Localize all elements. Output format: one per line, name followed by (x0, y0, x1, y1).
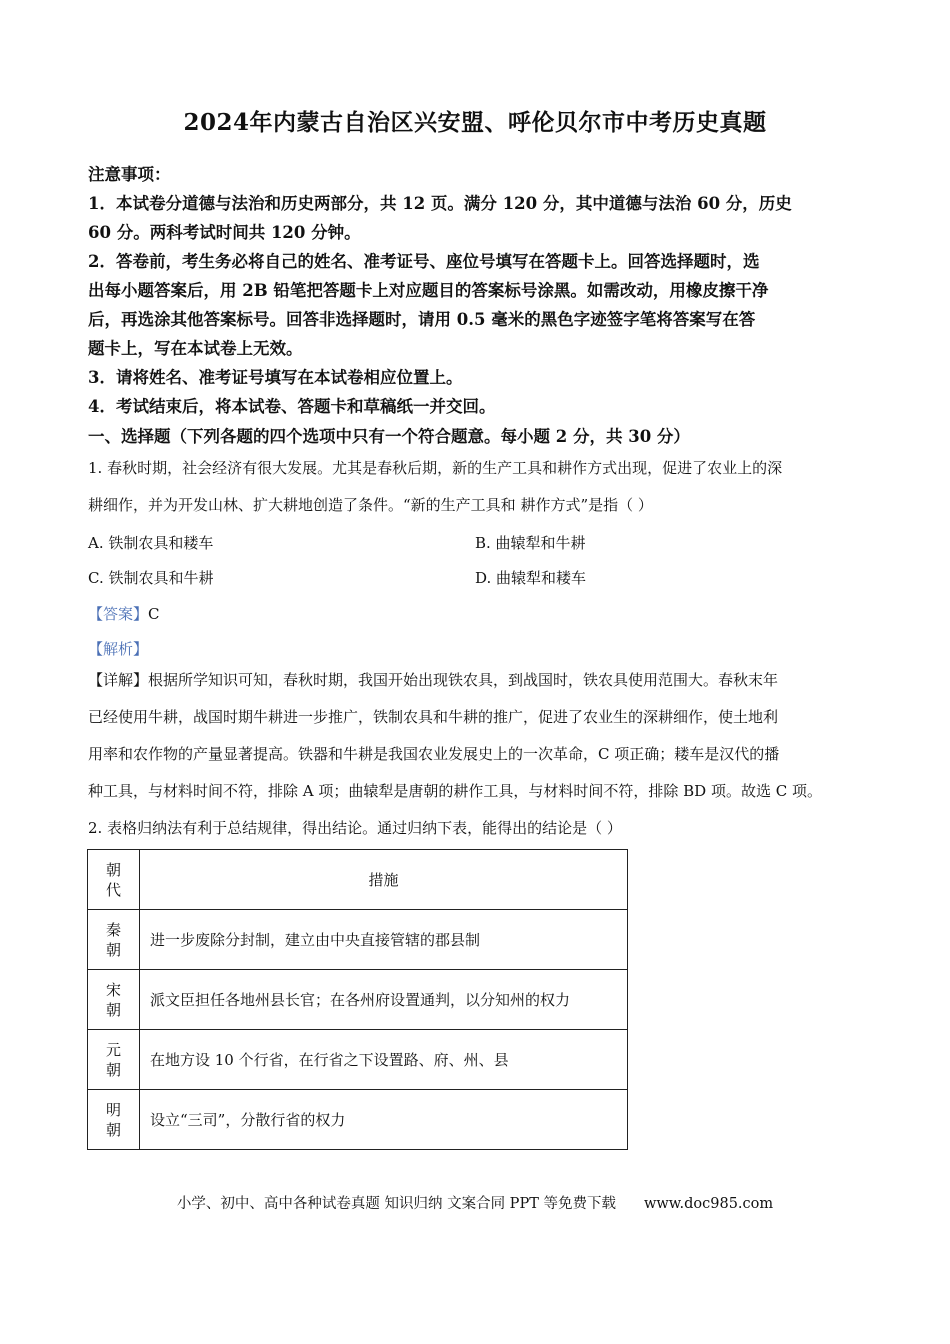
notice-item-2-line-1: 2．答卷前，考生务必将自己的姓名、准考证号、座位号填写在答题卡上。回答选择题时，选 (88, 252, 760, 271)
footer-text: 小学、初中、高中各种试卷真题 知识归纳 文案合同 PPT 等免费下载 (176, 1196, 616, 1212)
page-footer (0, 1192, 950, 1213)
answer-label: 【答案】 (88, 605, 149, 623)
page-title: 2024年内蒙古自治区兴安盟、呼伦贝尔市中考历史真题 (183, 109, 767, 136)
question-1-stem (88, 450, 878, 524)
detail-label: 【详解】 (88, 671, 149, 689)
notice-heading: 注意事项： (88, 165, 171, 184)
answer-line (88, 603, 160, 624)
header-dynasty-text: 朝代 (105, 860, 121, 899)
section-heading: 一、选择题（下列各题的四个选项中只有一个符合题意。每小题 2 分，共 30 分） (88, 427, 690, 446)
analysis-label: 【解析】 (88, 640, 149, 658)
question-1-line-1: 1. 春秋时期，社会经济有很大发展。尤其是春秋后期，新的生产工具和耕作方式出现，促进了农业上的深 (88, 459, 783, 477)
notice-item-2-line-3: 后，再选涂其他答案标号。回答非选择题时，请用 0.5 毫米的黑色字迹签字笔将答案写在答 (88, 310, 756, 329)
option-c: C. 铁制农具和牛耕 (88, 569, 214, 587)
option-b: B. 曲辕犁和牛耕 (475, 534, 586, 552)
table-header-row (88, 850, 628, 910)
header-dynasty (88, 850, 140, 910)
table-row (88, 1030, 628, 1090)
header-measures: 措施 (140, 850, 628, 910)
option-a: A. 铁制农具和耧车 (88, 534, 214, 552)
dynasty-cell: 宋朝 (88, 970, 140, 1030)
notice-item-2-line-2: 出每小题答案后，用 2B 铅笔把答题卡上对应题目的答案标号涂黑。如需改动，用橡皮擦干净 (88, 281, 769, 300)
notice-item-1-line-1: 1．本试卷分道德与法治和历史两部分，共 12 页。满分 120 分，其中道德与法治 60 分，历史 (88, 194, 792, 213)
notice-item-2-line-4: 题卡上，写在本试卷上无效。 (88, 339, 303, 358)
notice-item-1-line-2: 60 分。两科考试时间共 120 分钟。 (88, 223, 361, 242)
footer-site-link[interactable]: www.doc985.com (643, 1196, 774, 1212)
detail-line-4: 种工具，与材料时间不符，排除 A 项；曲辕犁是唐朝的耕作工具，与材料时间不符，排除 BD 项。故选 C 项。 (88, 782, 822, 800)
notice-item-3: 3．请将姓名、准考证号填写在本试卷相应位置上。 (88, 368, 463, 387)
detail-line-3: 用率和农作物的产量显著提高。铁器和牛耕是我国农业发展史上的一次革命，C 项正确；耧车是汉代的播 (88, 745, 780, 763)
notice-list (88, 189, 878, 421)
measure-cell: 在地方设 10 个行省，在行省之下设置路、府、州、县 (140, 1030, 628, 1090)
measure-cell: 派文臣担任各地州县长官；在各州府设置通判，以分知州的权力 (140, 970, 628, 1030)
detail-line-1: 【详解】根据所学知识可知，春秋时期，我国开始出现铁农具，到战国时，铁农具使用范围大。春秋末年 (88, 671, 779, 689)
dynasty-cell: 明朝 (88, 1090, 140, 1150)
table-row (88, 910, 628, 970)
detail-line-2: 已经使用牛耕，战国时期牛耕进一步推广，铁制农具和牛耕的推广，促进了农业生的深耕细作，使土地利 (88, 708, 779, 726)
dynasty-cell: 元朝 (88, 1030, 140, 1090)
measure-cell: 设立“三司”，分散行省的权力 (140, 1090, 628, 1150)
question-1-line-2: 耕细作，并为开发山林、扩大耕地创造了条件。“新的生产工具和 耕作方式”是指（ ） (88, 496, 653, 514)
table-row (88, 970, 628, 1030)
dynasty-cell: 秦朝 (88, 910, 140, 970)
measure-cell: 进一步废除分封制，建立由中央直接管辖的郡县制 (140, 910, 628, 970)
notice-item-4: 4．考试结束后，将本试卷、答题卡和草稿纸一并交回。 (88, 397, 496, 416)
question-2-stem: 2. 表格归纳法有利于总结规律，得出结论。通过归纳下表，能得出的结论是（ ） (88, 819, 622, 837)
table-row (88, 1090, 628, 1150)
measures-table (87, 849, 628, 1150)
answer-value: C (148, 605, 160, 623)
option-d: D. 曲辕犁和耧车 (475, 569, 587, 587)
detail-paragraph (88, 662, 878, 810)
